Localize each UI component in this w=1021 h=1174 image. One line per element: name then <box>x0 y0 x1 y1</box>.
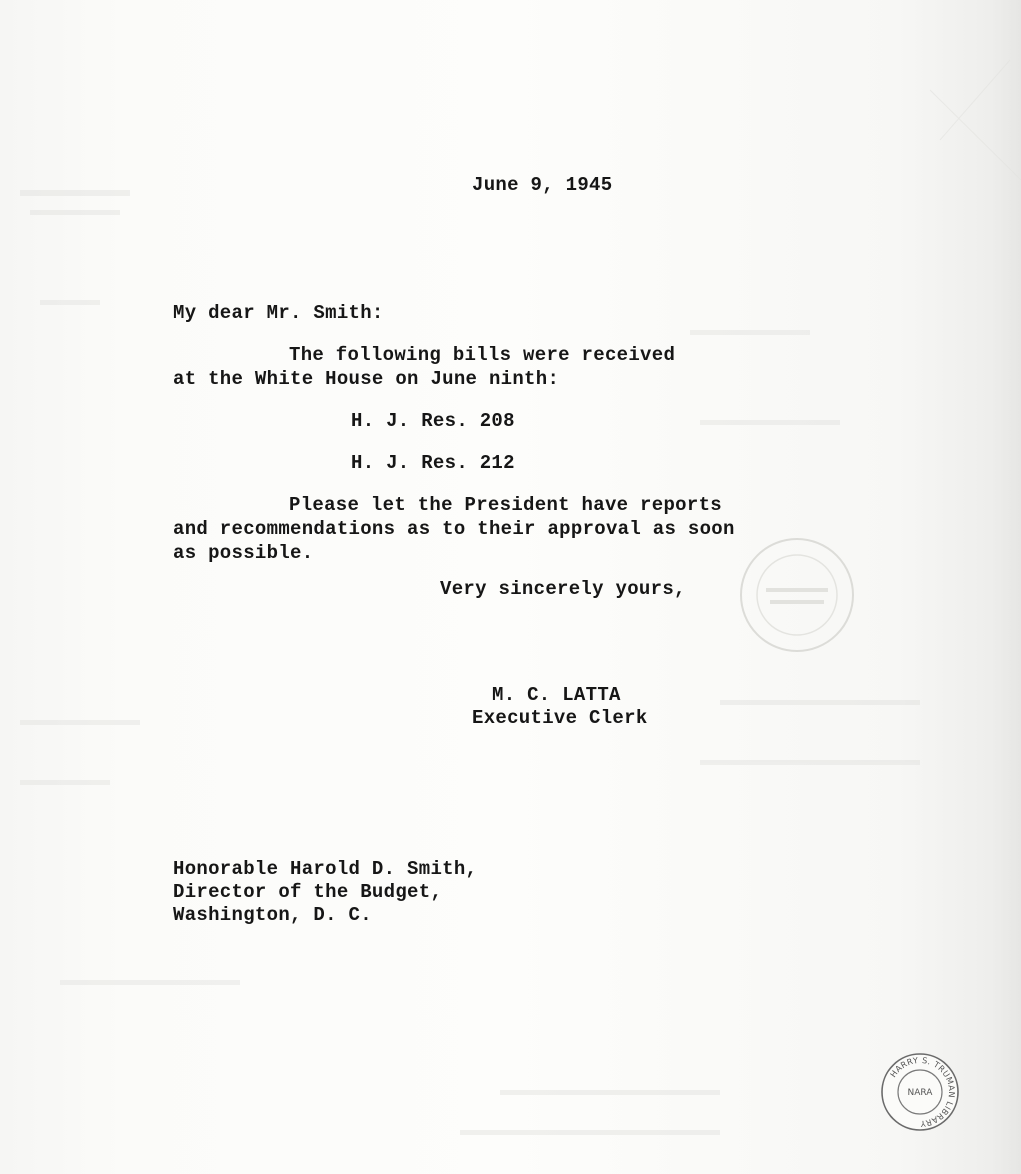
stamp-outer-text: HARRY S. TRUMAN LIBRARY <box>887 1054 958 1130</box>
body-paragraph-2-line-3: as possible. <box>173 542 314 564</box>
body-paragraph-2-line-1: Please let the President have reports <box>289 494 722 516</box>
signer-name: M. C. LATTA <box>492 684 621 706</box>
body-paragraph-1-line-2: at the White House on June ninth: <box>173 368 560 390</box>
stamp-inner-text: NARA <box>907 1088 933 1098</box>
addressee-line-3: Washington, D. C. <box>173 904 372 926</box>
addressee-line-2: Director of the Budget, <box>173 881 443 903</box>
addressee-line-1: Honorable Harold D. Smith, <box>173 858 478 880</box>
signer-title: Executive Clerk <box>472 707 648 729</box>
body-paragraph-2-line-2: and recommendations as to their approval as soon <box>173 518 735 540</box>
bill-item: H. J. Res. 212 <box>351 452 515 474</box>
truman-library-stamp <box>880 1052 960 1132</box>
faint-stamp-mark <box>738 536 856 654</box>
closing: Very sincerely yours, <box>440 578 686 600</box>
body-paragraph-1-line-1: The following bills were received <box>289 344 676 366</box>
letter-date: June 9, 1945 <box>472 174 613 196</box>
salutation: My dear Mr. Smith: <box>173 302 384 324</box>
bill-item: H. J. Res. 208 <box>351 410 515 432</box>
